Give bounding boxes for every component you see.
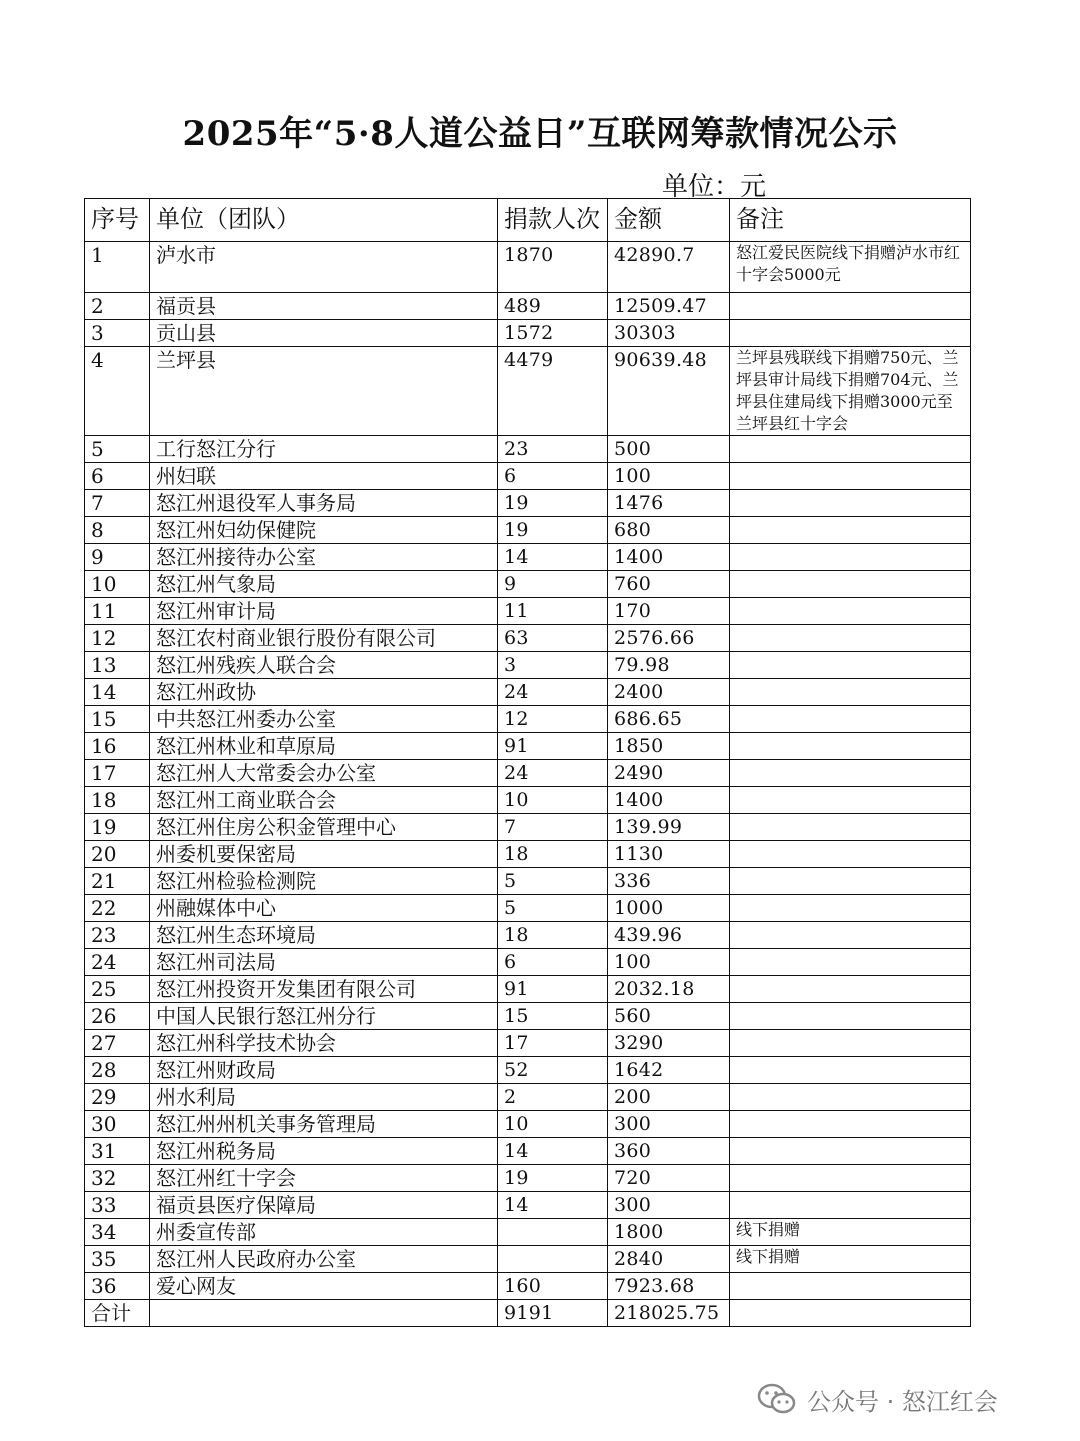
row-no: 32 <box>85 1165 150 1192</box>
row-no: 35 <box>85 1246 150 1273</box>
row-amount: 1800 <box>608 1219 730 1246</box>
table-row <box>85 1111 971 1138</box>
row-amount: 7923.68 <box>608 1273 730 1300</box>
row-donors: 9 <box>498 571 608 598</box>
row-unit: 怒江州工商业联合会 <box>150 787 498 814</box>
row-amount: 1130 <box>608 841 730 868</box>
row-donors: 160 <box>498 1273 608 1300</box>
table-row <box>85 1138 971 1165</box>
watermark-text: 公众号 · 怒江红会 <box>807 1387 998 1416</box>
table-row <box>85 293 971 320</box>
row-note <box>730 544 971 571</box>
table-row <box>85 841 971 868</box>
header-donors: 捐款人次 <box>498 199 608 242</box>
row-donors: 5 <box>498 895 608 922</box>
row-note <box>730 976 971 1003</box>
row-no: 34 <box>85 1219 150 1246</box>
row-unit: 中国人民银行怒江州分行 <box>150 1003 498 1030</box>
table-row <box>85 1192 971 1219</box>
row-no: 31 <box>85 1138 150 1165</box>
table-row <box>85 706 971 733</box>
row-unit: 怒江州接待办公室 <box>150 544 498 571</box>
row-note <box>730 320 971 347</box>
row-note <box>730 1057 971 1084</box>
row-amount: 170 <box>608 598 730 625</box>
table-row <box>85 347 971 436</box>
row-no: 16 <box>85 733 150 760</box>
row-unit: 州妇联 <box>150 463 498 490</box>
row-unit: 怒江州生态环境局 <box>150 922 498 949</box>
row-note <box>730 841 971 868</box>
row-donors: 14 <box>498 1192 608 1219</box>
row-donors: 19 <box>498 517 608 544</box>
table-row <box>85 895 971 922</box>
row-unit: 福贡县医疗保障局 <box>150 1192 498 1219</box>
row-note <box>730 949 971 976</box>
row-no: 22 <box>85 895 150 922</box>
row-no: 28 <box>85 1057 150 1084</box>
row-donors: 2 <box>498 1084 608 1111</box>
row-donors <box>498 1219 608 1246</box>
row-donors: 91 <box>498 733 608 760</box>
row-note <box>730 1138 971 1165</box>
row-unit: 州委机要保密局 <box>150 841 498 868</box>
total-donors: 9191 <box>498 1300 608 1327</box>
row-unit: 爱心网友 <box>150 1273 498 1300</box>
row-no: 20 <box>85 841 150 868</box>
row-note <box>730 1030 971 1057</box>
row-unit: 怒江州退役军人事务局 <box>150 490 498 517</box>
row-no: 25 <box>85 976 150 1003</box>
row-amount: 336 <box>608 868 730 895</box>
row-no: 11 <box>85 598 150 625</box>
row-donors: 14 <box>498 544 608 571</box>
row-no: 26 <box>85 1003 150 1030</box>
row-no: 6 <box>85 463 150 490</box>
row-unit: 怒江州林业和草原局 <box>150 733 498 760</box>
row-unit: 州融媒体中心 <box>150 895 498 922</box>
row-unit: 怒江州科学技术协会 <box>150 1030 498 1057</box>
row-note <box>730 760 971 787</box>
header-no: 序号 <box>85 199 150 242</box>
row-no: 14 <box>85 679 150 706</box>
row-unit: 怒江州审计局 <box>150 598 498 625</box>
table-row <box>85 652 971 679</box>
header-amount: 金额 <box>608 199 730 242</box>
row-no: 18 <box>85 787 150 814</box>
row-donors: 10 <box>498 787 608 814</box>
row-note: 兰坪县残联线下捐赠750元、兰坪县审计局线下捐赠704元、兰坪县住建局线下捐赠3000元至兰坪县红十字会 <box>730 347 971 436</box>
row-amount: 3290 <box>608 1030 730 1057</box>
row-no: 29 <box>85 1084 150 1111</box>
table-row <box>85 976 971 1003</box>
row-no: 15 <box>85 706 150 733</box>
row-unit: 贡山县 <box>150 320 498 347</box>
row-amount: 500 <box>608 436 730 463</box>
row-note: 线下捐赠 <box>730 1246 971 1273</box>
table-row <box>85 922 971 949</box>
row-unit: 怒江州检验检测院 <box>150 868 498 895</box>
total-row <box>85 1300 971 1327</box>
row-amount: 30303 <box>608 320 730 347</box>
row-no: 1 <box>85 242 150 293</box>
wechat-icon <box>757 1382 797 1416</box>
table-row <box>85 1246 971 1273</box>
row-no: 30 <box>85 1111 150 1138</box>
row-amount: 680 <box>608 517 730 544</box>
row-amount: 1000 <box>608 895 730 922</box>
total-amount: 218025.75 <box>608 1300 730 1327</box>
row-donors: 6 <box>498 463 608 490</box>
row-note <box>730 814 971 841</box>
row-donors: 24 <box>498 679 608 706</box>
row-no: 17 <box>85 760 150 787</box>
row-amount: 360 <box>608 1138 730 1165</box>
row-amount: 1400 <box>608 544 730 571</box>
row-note: 怒江爱民医院线下捐赠泸水市红十字会5000元 <box>730 242 971 293</box>
row-amount: 760 <box>608 571 730 598</box>
row-unit: 怒江州投资开发集团有限公司 <box>150 976 498 1003</box>
row-amount: 100 <box>608 949 730 976</box>
row-no: 24 <box>85 949 150 976</box>
table-row <box>85 544 971 571</box>
table-row <box>85 1030 971 1057</box>
table-row <box>85 760 971 787</box>
row-no: 2 <box>85 293 150 320</box>
row-unit: 怒江农村商业银行股份有限公司 <box>150 625 498 652</box>
row-unit: 州委宣传部 <box>150 1219 498 1246</box>
row-no: 19 <box>85 814 150 841</box>
row-donors: 19 <box>498 1165 608 1192</box>
table-body <box>85 242 971 1300</box>
row-unit: 福贡县 <box>150 293 498 320</box>
row-amount: 300 <box>608 1111 730 1138</box>
row-note <box>730 652 971 679</box>
row-note <box>730 625 971 652</box>
table-row <box>85 517 971 544</box>
total-note <box>730 1300 971 1327</box>
row-unit: 怒江州气象局 <box>150 571 498 598</box>
row-no: 10 <box>85 571 150 598</box>
row-donors: 15 <box>498 1003 608 1030</box>
row-donors: 10 <box>498 1111 608 1138</box>
row-no: 8 <box>85 517 150 544</box>
table-row <box>85 490 971 517</box>
row-no: 13 <box>85 652 150 679</box>
row-no: 7 <box>85 490 150 517</box>
row-amount: 2840 <box>608 1246 730 1273</box>
row-amount: 1476 <box>608 490 730 517</box>
row-donors: 3 <box>498 652 608 679</box>
row-donors: 17 <box>498 1030 608 1057</box>
row-donors: 18 <box>498 841 608 868</box>
row-amount: 2576.66 <box>608 625 730 652</box>
row-amount: 300 <box>608 1192 730 1219</box>
row-donors: 11 <box>498 598 608 625</box>
row-no: 21 <box>85 868 150 895</box>
table-row <box>85 787 971 814</box>
row-amount: 79.98 <box>608 652 730 679</box>
row-unit: 中共怒江州委办公室 <box>150 706 498 733</box>
row-note <box>730 922 971 949</box>
table-row <box>85 949 971 976</box>
row-no: 5 <box>85 436 150 463</box>
row-no: 4 <box>85 347 150 436</box>
row-donors: 7 <box>498 814 608 841</box>
row-note <box>730 571 971 598</box>
row-donors: 5 <box>498 868 608 895</box>
row-unit: 怒江州住房公积金管理中心 <box>150 814 498 841</box>
table-header-row <box>85 199 971 242</box>
row-note <box>730 1084 971 1111</box>
row-note <box>730 787 971 814</box>
total-label: 合计 <box>85 1300 150 1327</box>
table-row <box>85 571 971 598</box>
row-no: 3 <box>85 320 150 347</box>
unit-label: 单位：元 <box>662 172 767 202</box>
row-unit: 怒江州人民政府办公室 <box>150 1246 498 1273</box>
table-row <box>85 1165 971 1192</box>
row-no: 27 <box>85 1030 150 1057</box>
row-donors: 14 <box>498 1138 608 1165</box>
row-note <box>730 463 971 490</box>
table-row <box>85 242 971 293</box>
row-amount: 1400 <box>608 787 730 814</box>
row-unit: 泸水市 <box>150 242 498 293</box>
row-amount: 2490 <box>608 760 730 787</box>
table-row <box>85 1084 971 1111</box>
row-unit: 怒江州财政局 <box>150 1057 498 1084</box>
row-note <box>730 706 971 733</box>
row-note <box>730 517 971 544</box>
row-donors: 18 <box>498 922 608 949</box>
row-note: 线下捐赠 <box>730 1219 971 1246</box>
row-donors: 12 <box>498 706 608 733</box>
row-note <box>730 1003 971 1030</box>
row-note <box>730 490 971 517</box>
row-amount: 720 <box>608 1165 730 1192</box>
row-amount: 139.99 <box>608 814 730 841</box>
header-note: 备注 <box>730 199 971 242</box>
page-title: 2025年“5·8人道公益日”互联网筹款情况公示 <box>182 114 898 154</box>
row-donors: 24 <box>498 760 608 787</box>
row-note <box>730 1273 971 1300</box>
table-row <box>85 625 971 652</box>
row-note <box>730 868 971 895</box>
row-note <box>730 598 971 625</box>
table-row <box>85 868 971 895</box>
table-row <box>85 1003 971 1030</box>
row-note <box>730 1111 971 1138</box>
header-unit: 单位（团队） <box>150 199 498 242</box>
row-donors <box>498 1246 608 1273</box>
row-amount: 42890.7 <box>608 242 730 293</box>
donation-table <box>84 198 971 1327</box>
row-no: 33 <box>85 1192 150 1219</box>
row-donors: 489 <box>498 293 608 320</box>
row-unit: 怒江州人大常委会办公室 <box>150 760 498 787</box>
row-no: 23 <box>85 922 150 949</box>
row-no: 36 <box>85 1273 150 1300</box>
table-row <box>85 598 971 625</box>
row-amount: 2400 <box>608 679 730 706</box>
total-unit <box>150 1300 498 1327</box>
row-unit: 怒江州税务局 <box>150 1138 498 1165</box>
row-no: 12 <box>85 625 150 652</box>
row-note <box>730 895 971 922</box>
table-row <box>85 1057 971 1084</box>
row-unit: 怒江州红十字会 <box>150 1165 498 1192</box>
row-unit: 怒江州妇幼保健院 <box>150 517 498 544</box>
row-donors: 23 <box>498 436 608 463</box>
row-donors: 52 <box>498 1057 608 1084</box>
table-row <box>85 679 971 706</box>
row-donors: 63 <box>498 625 608 652</box>
row-donors: 4479 <box>498 347 608 436</box>
row-unit: 怒江州司法局 <box>150 949 498 976</box>
row-unit: 怒江州残疾人联合会 <box>150 652 498 679</box>
row-note <box>730 436 971 463</box>
row-donors: 6 <box>498 949 608 976</box>
table-row <box>85 463 971 490</box>
row-amount: 560 <box>608 1003 730 1030</box>
row-amount: 100 <box>608 463 730 490</box>
row-unit: 怒江州州机关事务管理局 <box>150 1111 498 1138</box>
row-amount: 439.96 <box>608 922 730 949</box>
row-amount: 1850 <box>608 733 730 760</box>
table-row <box>85 436 971 463</box>
row-amount: 12509.47 <box>608 293 730 320</box>
row-amount: 90639.48 <box>608 347 730 436</box>
row-note <box>730 1165 971 1192</box>
row-donors: 1572 <box>498 320 608 347</box>
row-donors: 91 <box>498 976 608 1003</box>
row-note <box>730 733 971 760</box>
row-unit: 工行怒江分行 <box>150 436 498 463</box>
row-amount: 686.65 <box>608 706 730 733</box>
table-row <box>85 733 971 760</box>
row-amount: 1642 <box>608 1057 730 1084</box>
watermark <box>757 1378 998 1420</box>
row-amount: 2032.18 <box>608 976 730 1003</box>
row-note <box>730 1192 971 1219</box>
table-row <box>85 1273 971 1300</box>
table-row <box>85 1219 971 1246</box>
row-no: 9 <box>85 544 150 571</box>
row-note <box>730 679 971 706</box>
row-donors: 19 <box>498 490 608 517</box>
table-row <box>85 814 971 841</box>
row-amount: 200 <box>608 1084 730 1111</box>
row-unit: 州水利局 <box>150 1084 498 1111</box>
row-unit: 兰坪县 <box>150 347 498 436</box>
row-note <box>730 293 971 320</box>
row-unit: 怒江州政协 <box>150 679 498 706</box>
table-row <box>85 320 971 347</box>
row-donors: 1870 <box>498 242 608 293</box>
